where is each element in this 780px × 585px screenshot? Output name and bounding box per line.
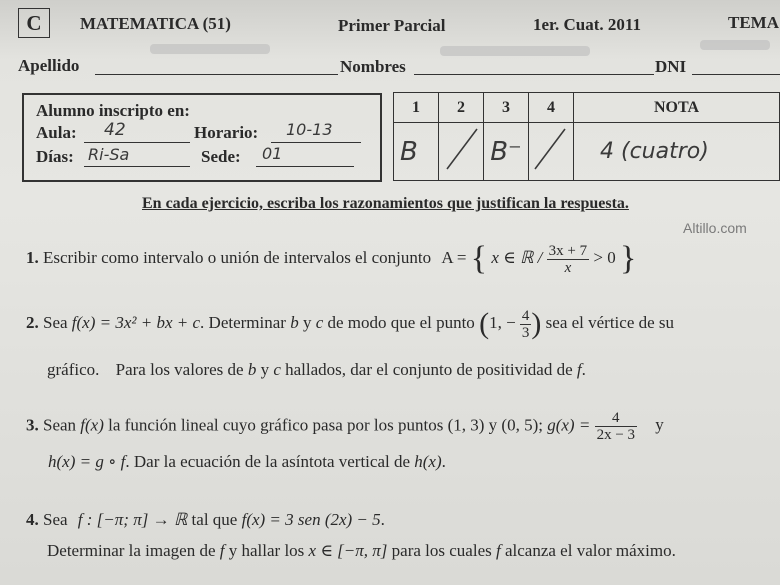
slash-mark	[531, 123, 571, 173]
aula-value: 42	[104, 120, 126, 140]
q4-line2-a: Determinar la imagen de	[47, 541, 216, 560]
q3-p1: (1, 3)	[447, 415, 485, 435]
q1-frac-den: x	[564, 259, 572, 276]
q2-line2-end: .	[581, 360, 586, 379]
q3-frac-num: 4	[595, 410, 637, 427]
q1-fraction	[547, 243, 589, 276]
q3-f: f(x)	[80, 415, 104, 435]
q4-fx: f(x) = 3 sen (2x) − 5	[241, 510, 381, 529]
question-2	[26, 307, 674, 341]
tema-label: TEMA	[728, 13, 779, 32]
q3-hx: h(x)	[414, 452, 442, 471]
q3-h: h(x) = g ∘ f	[48, 452, 126, 471]
question-3	[26, 410, 664, 443]
q1-brace-close: }	[619, 240, 637, 277]
q2-line2-f: f	[576, 360, 582, 379]
q4-line2-f2: f	[496, 541, 501, 560]
q4-end: .	[380, 510, 385, 529]
instruction: En cada ejercicio, escriba los razonamientos que justifican la respuesta.	[142, 195, 629, 212]
q2-line2-cv: c	[273, 360, 281, 379]
grade-header-4: 4	[529, 93, 574, 123]
q3-fraction	[595, 410, 637, 443]
q4-map: f : [−π; π] → ℝ	[77, 510, 188, 529]
horario-value: 10-13	[286, 120, 333, 139]
redaction-mark	[440, 46, 590, 56]
grade-value-2	[439, 123, 484, 181]
sede-label: Sede:	[201, 147, 241, 166]
inscription-title: Alumno inscripto en:	[36, 101, 190, 120]
q3-p2: (0, 5)	[501, 415, 539, 435]
q1-set-cond: x ∈ ℝ /	[491, 247, 543, 267]
q2-pre: Sea	[43, 312, 68, 332]
q2-line2-a: gráfico.	[47, 360, 100, 379]
q2-line2-bv: b	[247, 360, 257, 379]
nombres-field	[414, 58, 654, 75]
q2-fraction	[520, 308, 532, 341]
q4-line2-b: y hallar los	[228, 541, 305, 560]
q1-text: Escribir como intervalo o unión de intervalos el conjunto	[43, 247, 432, 267]
q2-paren-open: (	[479, 307, 490, 340]
q2-end: sea el vértice de su	[545, 312, 675, 332]
slash-mark	[441, 123, 481, 173]
grade-header-nota: NOTA	[574, 93, 780, 123]
q3-frac-den: 2x − 3	[596, 427, 636, 443]
q3-g: g(x) =	[547, 415, 591, 435]
dni-label: DNI	[655, 57, 687, 76]
exam-term: 1er. Cuat. 2011	[533, 15, 641, 34]
grade-value-1: B	[394, 123, 439, 181]
aula-field	[84, 125, 190, 143]
question-1	[26, 240, 636, 278]
q4-line2-c: para los cuales	[391, 541, 492, 560]
q2-point: 1, −	[489, 312, 516, 332]
redaction-mark	[150, 44, 270, 54]
q2-line2-y: y	[260, 360, 270, 379]
q2-frac-den: 3	[521, 324, 530, 341]
dias-value: Ri-Sa	[88, 145, 130, 164]
q4-line2-x: x ∈ [−π, π]	[308, 541, 388, 560]
tema-letter-box	[18, 8, 50, 38]
q3-line2-text: . Dar la ecuación de la asíntota vertical de	[125, 452, 411, 471]
question-2-line-2	[47, 360, 586, 380]
aula-label: Aula:	[36, 123, 77, 142]
q2-mid: . Determinar	[200, 312, 286, 332]
q1-frac-num: 3x + 7	[548, 242, 588, 259]
q2-mid2: de modo que el punto	[327, 312, 475, 332]
grade-header-3: 3	[484, 93, 529, 123]
dias-label: Días:	[36, 147, 74, 166]
q3-y2: y	[655, 415, 664, 435]
q1-number: 1.	[26, 247, 39, 267]
q4-line2-d: alcanza el valor máximo.	[504, 541, 676, 560]
q2-c: c	[315, 312, 324, 332]
q3-pre: Sean	[43, 415, 77, 435]
q4-mid: tal que	[191, 510, 238, 529]
q2-y: y	[302, 312, 312, 332]
watermark: Altillo.com	[683, 220, 747, 236]
sede-value: 01	[262, 144, 283, 163]
q2-number: 2.	[26, 312, 39, 332]
q4-line2-f: f	[219, 541, 225, 560]
grade-table	[393, 92, 780, 180]
q2-paren-close: )	[531, 307, 542, 340]
exam-name: Primer Parcial	[338, 16, 446, 35]
q2-line2-b: Para los valores de	[115, 360, 244, 379]
tema-letter: C	[26, 11, 42, 35]
dni-field	[692, 58, 780, 75]
question-4-line-2	[47, 541, 676, 561]
q2-f: f(x) = 3x² + bx + c	[71, 312, 201, 332]
q1-set-lhs: A =	[441, 247, 467, 267]
grade-value-3: B⁻	[484, 123, 529, 181]
q1-brace-open: {	[470, 240, 488, 277]
q4-number: 4.	[26, 510, 39, 529]
q3-mid: la función lineal cuyo gráfico pasa por los puntos	[108, 415, 444, 435]
q2-b: b	[290, 312, 299, 332]
grade-value-nota: 4 (cuatro)	[574, 123, 780, 181]
horario-label: Horario:	[194, 123, 259, 142]
q3-y: y	[488, 415, 498, 435]
apellido-label: Apellido	[18, 56, 80, 75]
q2-frac-num: 4	[521, 307, 530, 324]
q4-pre: Sea	[43, 510, 68, 529]
inscription-box	[22, 93, 382, 182]
nombres-label: Nombres	[340, 57, 406, 76]
course-title: MATEMATICA (51)	[80, 14, 231, 33]
redaction-mark	[700, 40, 770, 50]
q1-set-cond-post: > 0	[593, 247, 616, 267]
q3-number: 3.	[26, 415, 39, 435]
grade-header-1: 1	[394, 93, 439, 123]
question-3-line-2	[48, 452, 446, 472]
q2-line2-c: hallados, dar el conjunto de positividad de	[285, 360, 573, 379]
q3-line2-end: .	[441, 452, 446, 471]
apellido-field	[95, 58, 338, 75]
grade-header-2: 2	[439, 93, 484, 123]
q3-semi: ;	[538, 415, 543, 435]
grade-value-4	[529, 123, 574, 181]
question-4	[26, 510, 385, 530]
